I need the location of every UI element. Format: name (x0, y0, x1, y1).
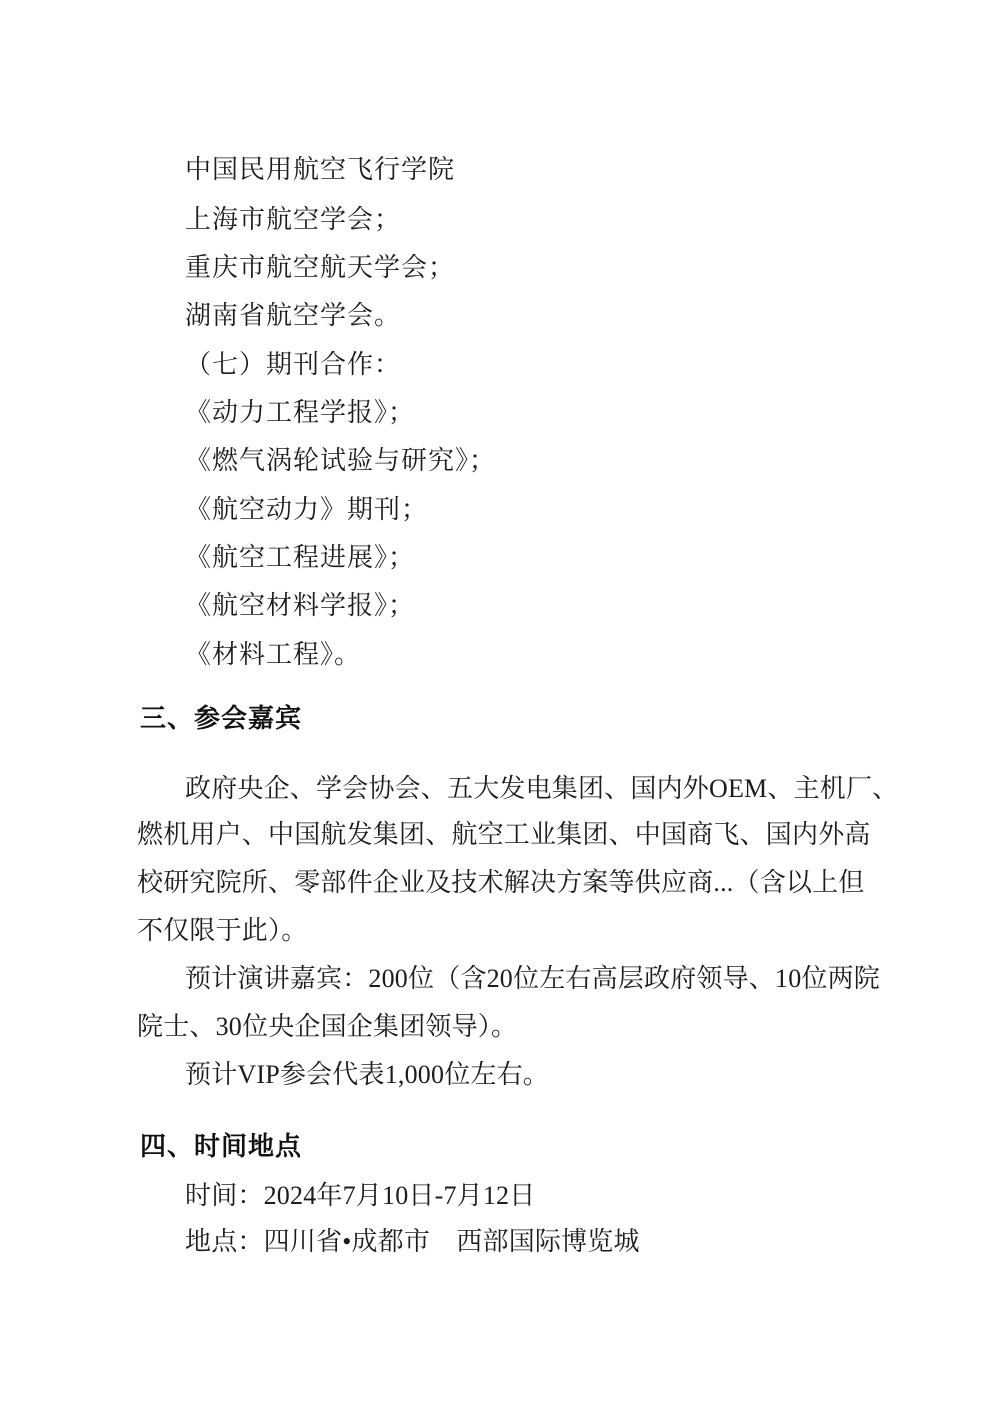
journal-line: 《动力工程学报》； (185, 398, 416, 427)
place-line: 地点：四川省•成都市 西部国际博览城 (185, 1227, 640, 1256)
paragraph-line: 预计VIP参会代表1,000位左右。 (185, 1060, 549, 1089)
partner-line: 重庆市航空航天学会； (185, 253, 456, 282)
paragraph-line: 院士、30位央企国企集团领导）。 (137, 1012, 518, 1041)
time-line: 时间：2024年7月10日-7月12日 (185, 1181, 536, 1210)
paragraph-line: 预计演讲嘉宾：200位（含20位左右高层政府领导、10位两院 (185, 964, 881, 993)
paragraph-line: 政府央企、学会协会、五大发电集团、国内外OEM、主机厂、 (185, 774, 899, 803)
partner-line: 中国民用航空飞行学院 (185, 155, 456, 184)
section-heading-time-place: 四、时间地点 (140, 1131, 303, 1161)
journal-line: 《航空动力》期刊； (185, 495, 429, 524)
journal-section-label: （七）期刊合作： (185, 350, 402, 379)
partner-line: 上海市航空学会； (185, 205, 402, 234)
partner-line: 湖南省航空学会。 (185, 301, 402, 330)
paragraph-line: 不仅限于此）。 (137, 916, 308, 945)
paragraph-line: 燃机用户、中国航发集团、航空工业集团、中国商飞、国内外高 (137, 820, 871, 849)
journal-line: 《材料工程》。 (185, 640, 362, 669)
journal-line: 《航空工程进展》； (185, 543, 416, 572)
journal-line: 《航空材料学报》； (185, 591, 416, 620)
section-heading-guests: 三、参会嘉宾 (140, 703, 303, 733)
journal-line: 《燃气涡轮试验与研究》； (185, 446, 497, 475)
paragraph-line: 校研究院所、零部件企业及技术解决方案等供应商...（含以上但 (137, 868, 865, 897)
